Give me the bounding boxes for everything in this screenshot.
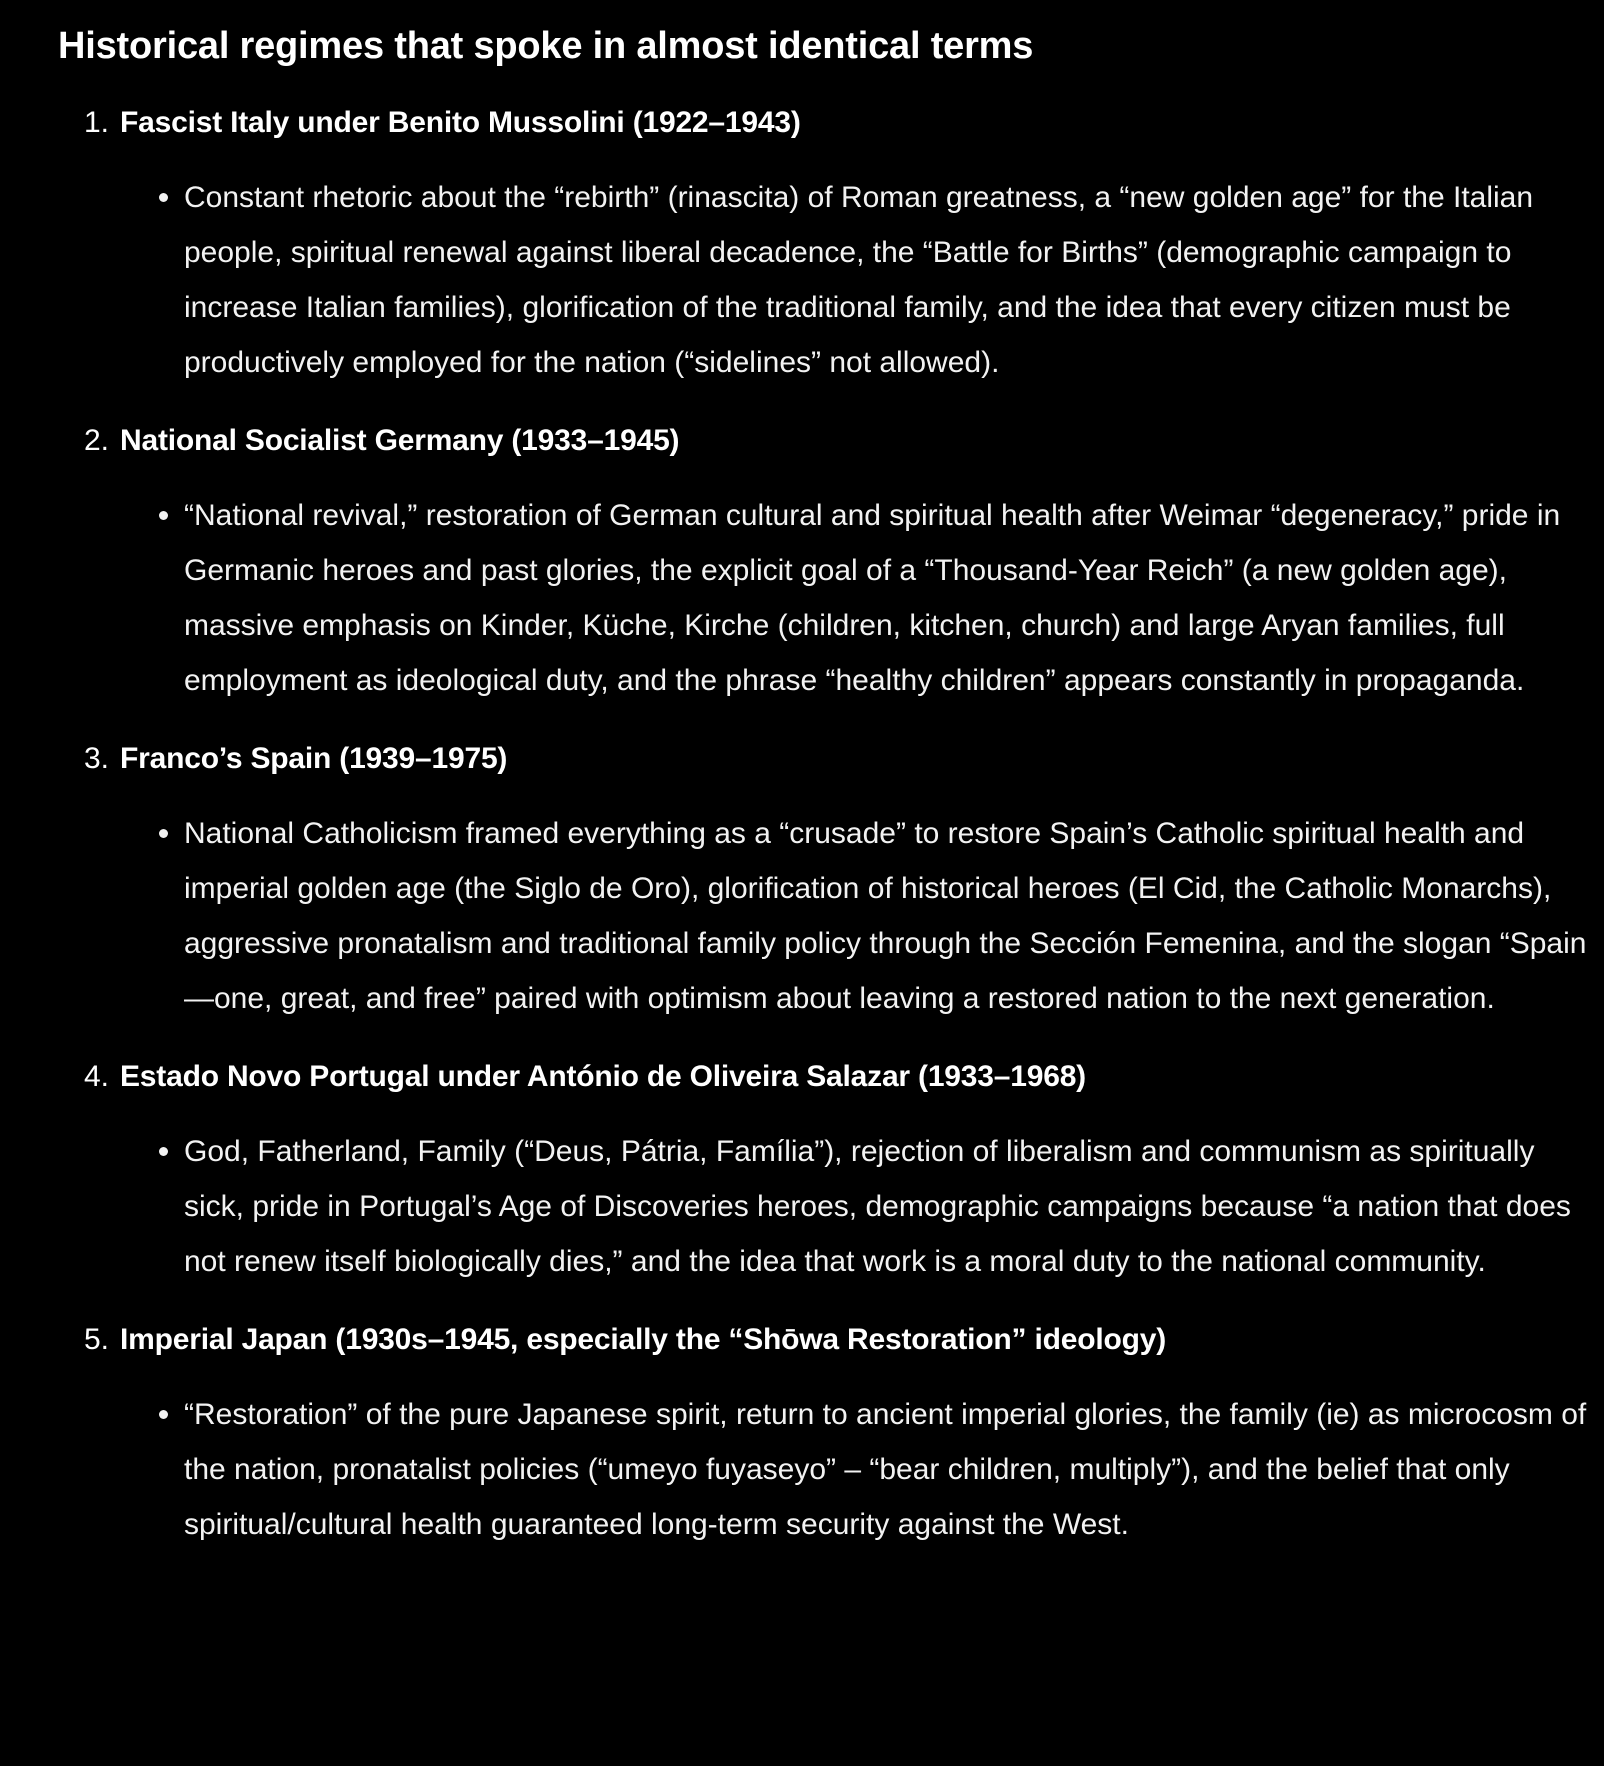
detail-list: [58, 1387, 1604, 1552]
bullet-icon: [159, 193, 168, 202]
regime-heading: [58, 1317, 1604, 1363]
bullet-icon: [159, 829, 168, 838]
regime-heading: [58, 1054, 1604, 1100]
list-number: 5.: [84, 1323, 110, 1356]
detail-text: “Restoration” of the pure Japanese spirit, return to ancient imperial glories, the family (ie) as microcosm of the nation, pronatalist policies (“umeyo fuyaseyo” – “bear children, multiply”), and the belief that only spiritual/cultural health guaranteed long-term security against the West.: [184, 1398, 1587, 1541]
regime-name: Estado Novo Portugal under António de Oliveira Salazar (1933–1968): [120, 1060, 1086, 1093]
detail-item: [58, 488, 1604, 708]
detail-list: [58, 488, 1604, 708]
list-number: 4.: [84, 1060, 110, 1093]
bullet-icon: [159, 511, 168, 520]
list-number: 1.: [84, 106, 110, 139]
page-title: Historical regimes that spoke in almost identical terms: [58, 25, 1034, 67]
detail-item: [58, 806, 1604, 1026]
regime-heading: [58, 418, 1604, 464]
detail-text: National Catholicism framed everything as a “crusade” to restore Spain’s Catholic spiritual health and imperial golden age (the Siglo de Oro), glorification of historical heroes (El Cid, the Catholic Monarchs), aggressive pronatalism and traditional family policy through the Sección Femenina, and the slogan “Spain—one, great, and free” paired with optimism about leaving a restored nation to the next generation.: [184, 817, 1587, 1015]
list-item: [58, 418, 1604, 708]
regime-name: Fascist Italy under Benito Mussolini (1922–1943): [120, 106, 801, 139]
detail-text: God, Fatherland, Family (“Deus, Pátria, Família”), rejection of liberalism and communism as spiritually sick, pride in Portugal’s Age of Discoveries heroes, demographic campaigns because “a nation that does not renew itself biologically dies,” and the idea that work is a moral duty to the national community.: [184, 1135, 1571, 1278]
regime-heading: [58, 100, 1604, 146]
detail-text: “National revival,” restoration of German cultural and spiritual health after Weimar “degeneracy,” pride in Germanic heroes and past glories, the explicit goal of a “Thousand-Year Reich” (a new golden age), massive emphasis on Kinder, Küche, Kirche (children, kitchen, church) and large Aryan families, full employment as ideological duty, and the phrase “healthy children” appears constantly in propaganda.: [184, 499, 1561, 697]
detail-list: [58, 170, 1604, 390]
bullet-icon: [159, 1147, 168, 1156]
list-number: 3.: [84, 742, 110, 775]
detail-list: [58, 806, 1604, 1026]
bullet-icon: [159, 1410, 168, 1419]
list-item: [58, 736, 1604, 1026]
detail-item: [58, 170, 1604, 390]
regime-heading: [58, 736, 1604, 782]
list-item: [58, 1054, 1604, 1289]
regime-list: [58, 100, 1604, 1552]
list-number: 2.: [84, 424, 110, 457]
detail-text: Constant rhetoric about the “rebirth” (rinascita) of Roman greatness, a “new golden age” for the Italian people, spiritual renewal against liberal decadence, the “Battle for Births” (demographic campaign to increase Italian families), glorification of the traditional family, and the idea that every citizen must be productively employed for the nation (“sidelines” not allowed).: [184, 181, 1534, 379]
regime-name: Franco’s Spain (1939–1975): [120, 742, 508, 775]
detail-list: [58, 1124, 1604, 1289]
detail-item: [58, 1387, 1604, 1552]
regime-name: Imperial Japan (1930s–1945, especially the “Shōwa Restoration” ideology): [120, 1323, 1167, 1356]
detail-item: [58, 1124, 1604, 1289]
regime-name: National Socialist Germany (1933–1945): [120, 424, 680, 457]
list-item: [58, 100, 1604, 390]
list-item: [58, 1317, 1604, 1552]
